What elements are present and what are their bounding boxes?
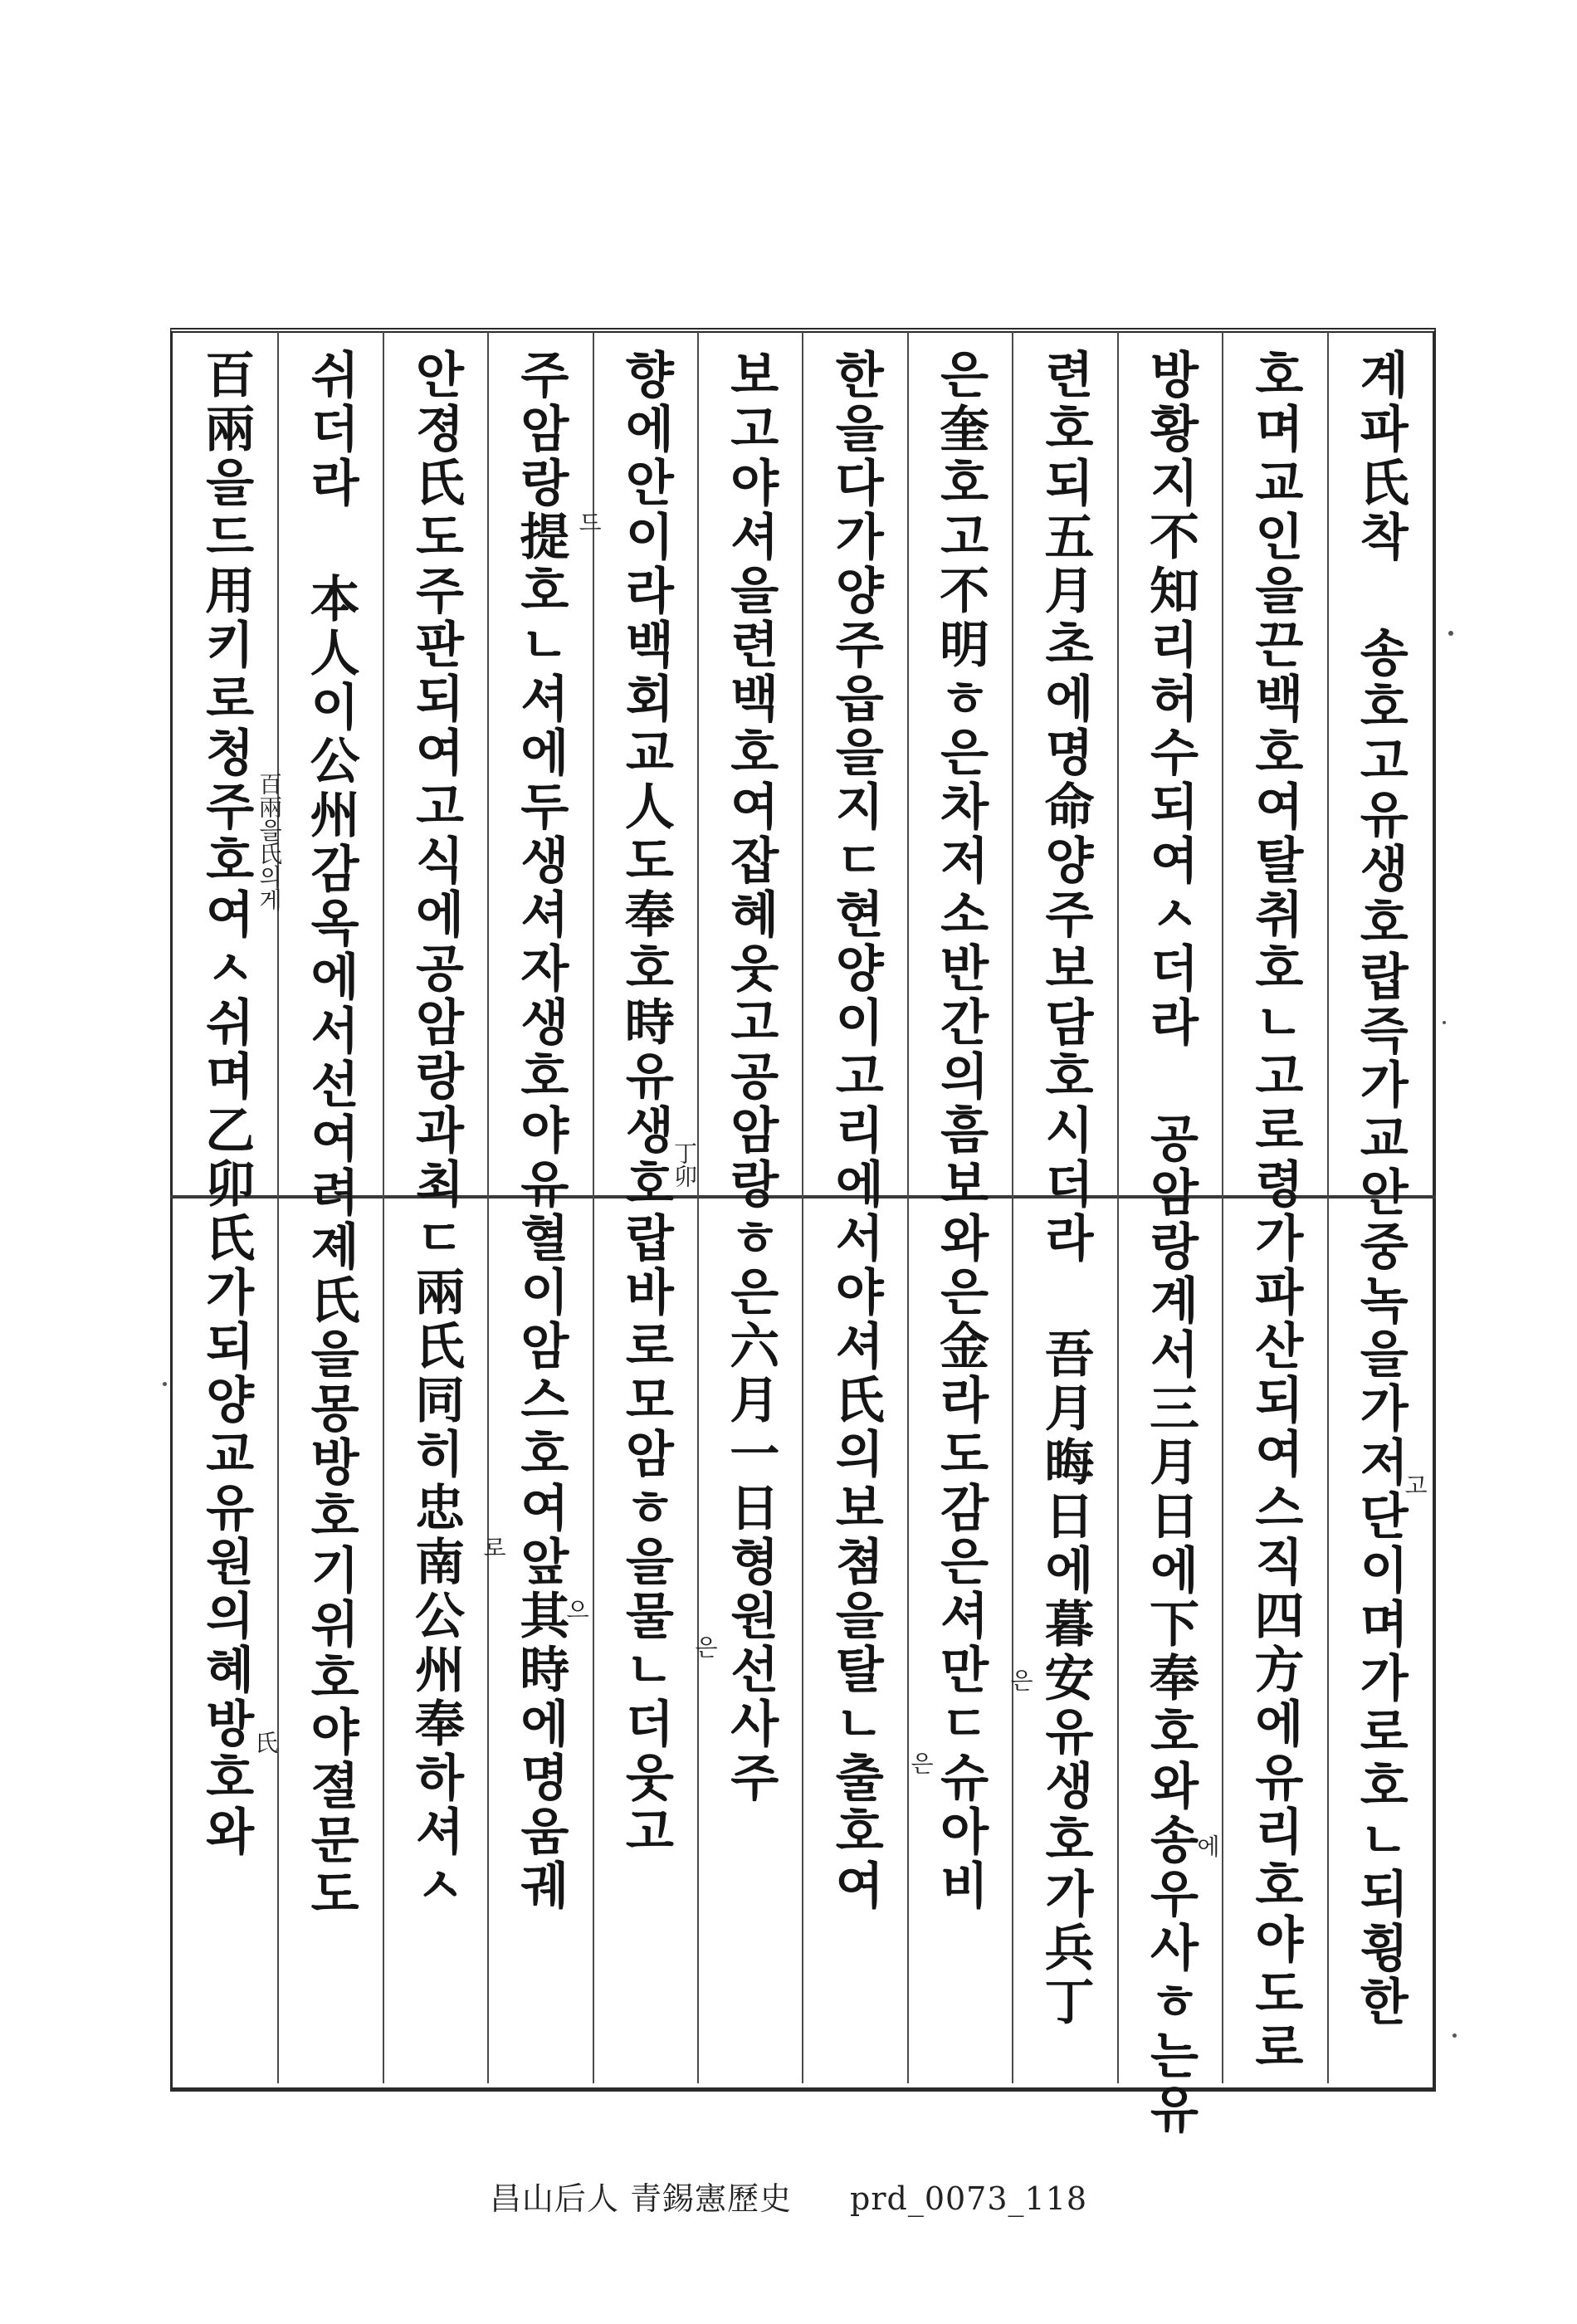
column-text: 주암랑提호ㄴ셔에두생셔자생호야유혈이암스호여앞其時에명움궤 xyxy=(511,349,570,1913)
interlinear-annotation: 드 xyxy=(575,510,603,534)
column-text: 계파氏착 송호고유생호랍즉가교안중녹을가저단이며가로호ㄴ되휭한 xyxy=(1350,349,1409,2029)
column-text: 보고야셔을련백호여잡혜웃고공암랑ㅎ은六月一日형원선사주 xyxy=(721,349,780,1805)
caption-title: 昌山后人 青錫憲歷史 xyxy=(489,2180,793,2217)
caption-code: prd_0073_118 xyxy=(850,2180,1088,2217)
text-column xyxy=(907,332,1012,2083)
text-column xyxy=(1222,332,1326,2083)
interlinear-annotation: 百兩을氏의게 xyxy=(256,772,283,911)
text-column xyxy=(697,332,802,2083)
text-column xyxy=(802,332,906,2083)
interlinear-annotation: 은 xyxy=(907,1751,935,1775)
interlinear-annotation: 으 xyxy=(563,1598,590,1621)
text-column xyxy=(1327,332,1432,2083)
interlinear-annotation: 은 xyxy=(1007,1668,1034,1692)
column-text: 百兩을드用키로청주호여ㅅ쉬며乙卯氏가되양교유원의혜방호와 xyxy=(197,349,256,1859)
scan-speck xyxy=(1448,631,1453,636)
scan-speck xyxy=(1443,1021,1446,1024)
column-text: 한을다가양주읍을지ㄷ현양이고리에서야셔氏의보쳠을탈ㄴ출호여 xyxy=(826,349,885,1913)
text-column xyxy=(487,332,592,2083)
text-column xyxy=(593,332,697,2083)
text-column xyxy=(1117,332,1222,2137)
interlinear-annotation: 丁卯 xyxy=(671,1141,698,1188)
column-text: 쉬더라 本人이公州감옥에서선여려졔氏을몽방호기위호야졀문도 xyxy=(301,349,360,1921)
interlinear-annotation: 은 xyxy=(691,1635,719,1658)
column-text: 련호되五月초에명命양주보담호시더라 吾月晦日에暮安유생호가兵丁 xyxy=(1036,349,1095,2029)
scan-speck xyxy=(163,1382,167,1386)
text-column xyxy=(277,332,382,2083)
scan-speck xyxy=(1452,2034,1457,2038)
column-text: 호며교인을끈백호여탈취호ㄴ고로령가파산되여스직四方에유리호야도로 xyxy=(1246,349,1305,2075)
column-text: 은奎호고不明ㅎ은차저소반간의흠보와은金라도감은셔만ㄷ슈아비 xyxy=(931,349,990,1913)
interlinear-annotation: 氏 xyxy=(251,1731,279,1754)
interlinear-annotation: 고 xyxy=(1401,1473,1428,1496)
column-text: 방황지不知리허수되여ㅅ더라 공암랑계서三月日에下奉호와송우사ㅎ는유 xyxy=(1140,349,1199,2137)
text-column xyxy=(383,332,487,2083)
interlinear-annotation: 로 xyxy=(480,1536,507,1559)
interlinear-annotation: 에 xyxy=(1194,1834,1221,1858)
text-column xyxy=(1012,332,1116,2083)
column-text: 안졍氏도주판되여고식에공암랑과최ㄷ兩氏同히忠南公州奉하셔ㅅ xyxy=(406,349,465,1913)
manuscript-columns xyxy=(174,332,1432,2137)
text-column xyxy=(174,332,277,2083)
column-text: 향에안이라백회교人도奉호時유생호랍바로모암ㅎ을물ㄴ더웃고 xyxy=(616,349,675,1859)
page-caption xyxy=(0,2173,1577,2219)
